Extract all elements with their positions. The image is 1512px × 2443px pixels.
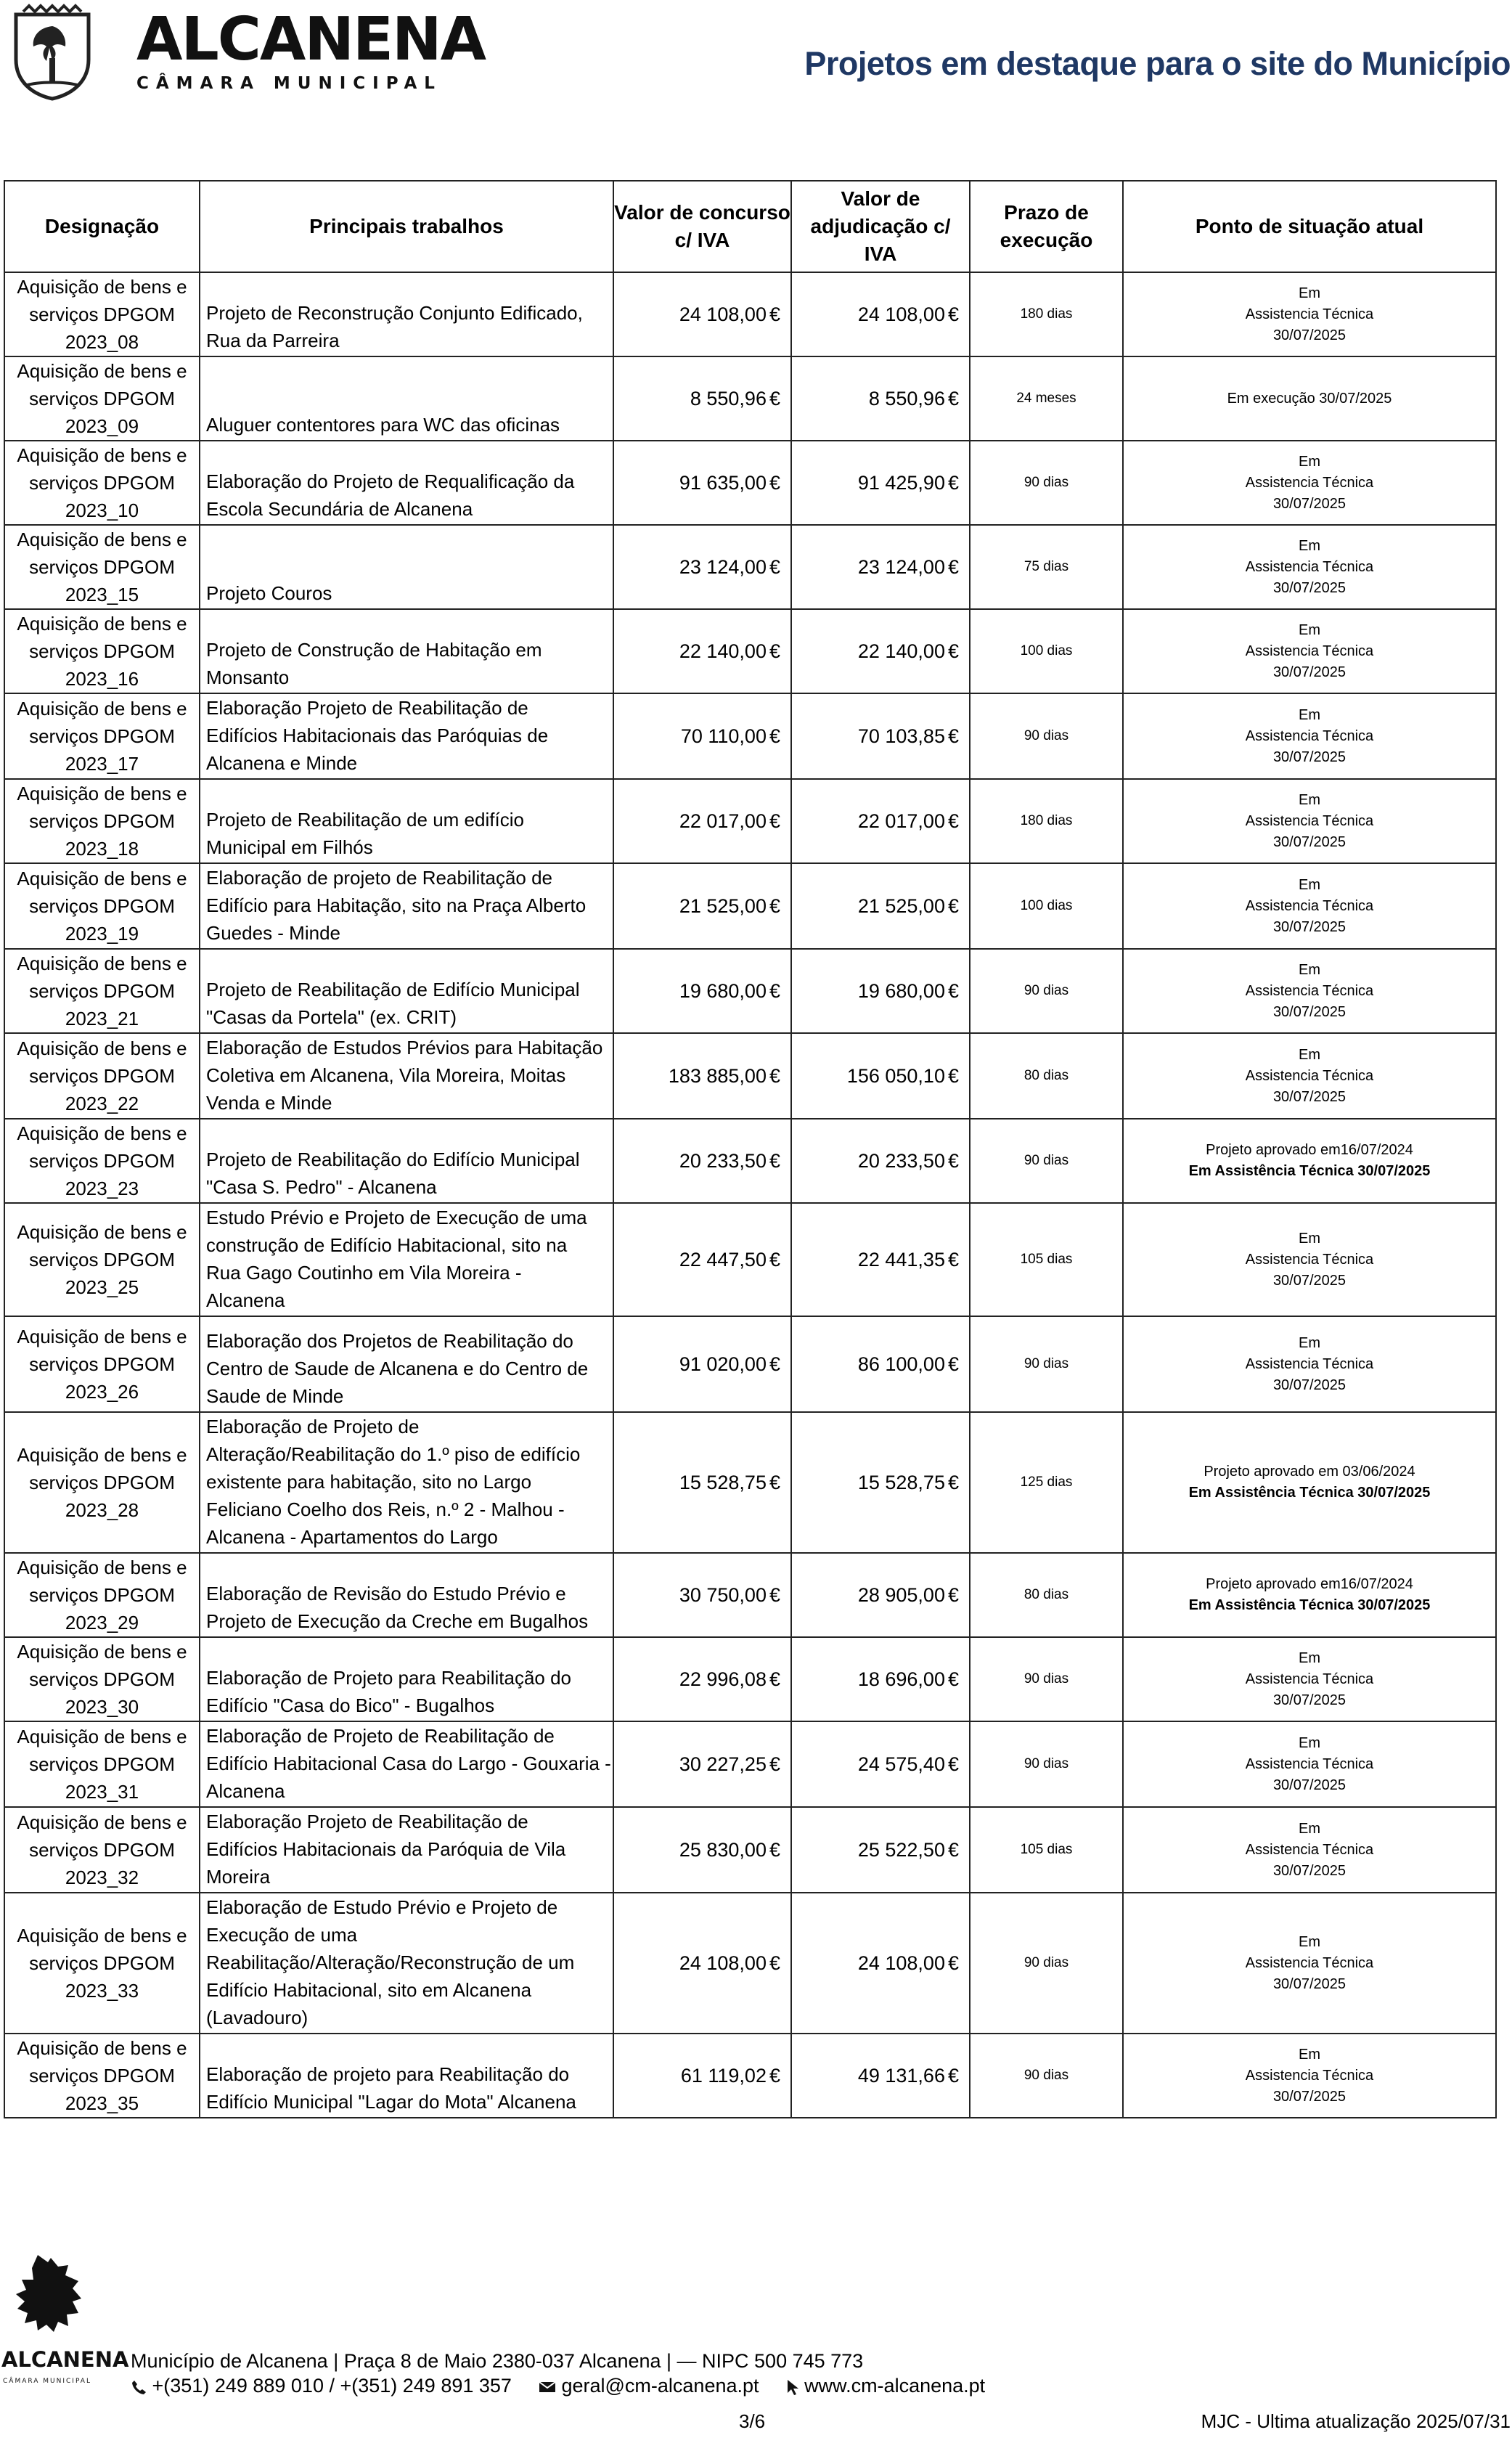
currency-symbol: € bbox=[947, 1584, 959, 1606]
cell-prazo: 75 dias bbox=[970, 525, 1123, 609]
cell-trabalhos: Estudo Prévio e Projeto de Execução de uma construção de Edifício Habitacional, sito na Rua Gago Coutinho em Vila Moreira - Alcanena bbox=[200, 1203, 613, 1316]
cell-designacao: Aquisição de bens e serviços DPGOM 2023_32 bbox=[4, 1807, 200, 1893]
brand-subtitle: CÂMARA MUNICIPAL bbox=[136, 74, 442, 93]
currency-symbol: € bbox=[947, 556, 959, 578]
table-row bbox=[4, 609, 1496, 693]
cell-valor-concurso: 70 110,00 € bbox=[613, 693, 791, 779]
cell-valor-concurso: 8 550,96 € bbox=[613, 356, 791, 441]
cell-valor-adjudicacao: 24 575,40 € bbox=[791, 1721, 970, 1807]
currency-symbol: € bbox=[947, 980, 959, 1002]
cell-valor-concurso: 22 996,08 € bbox=[613, 1637, 791, 1721]
currency-symbol: € bbox=[769, 980, 780, 1002]
cell-prazo: 125 dias bbox=[970, 1412, 1123, 1553]
cell-valor-concurso: 61 119,02 € bbox=[613, 2034, 791, 2118]
cell-valor-concurso: 19 680,00 € bbox=[613, 949, 791, 1033]
currency-symbol: € bbox=[947, 725, 959, 747]
table-row bbox=[4, 1893, 1496, 2034]
cell-trabalhos: Projeto de Construção de Habitação em Monsanto bbox=[200, 609, 613, 693]
cell-situacao: Projeto aprovado em 03/06/2024 Em Assistência Técnica 30/07/2025 bbox=[1123, 1412, 1496, 1553]
cell-trabalhos: Elaboração Projeto de Reabilitação de Edifícios Habitacionais das Paróquias de Alcanena e Minde bbox=[200, 693, 613, 779]
currency-symbol: € bbox=[769, 1668, 780, 1690]
cell-situacao: Em Assistencia Técnica 30/07/2025 bbox=[1123, 2034, 1496, 2118]
footer-email[interactable]: geral@cm-alcanena.pt bbox=[561, 2375, 759, 2397]
cell-situacao: Em Assistencia Técnica 30/07/2025 bbox=[1123, 779, 1496, 863]
cell-designacao: Aquisição de bens e serviços DPGOM 2023_33 bbox=[4, 1893, 200, 2034]
table-row bbox=[4, 1119, 1496, 1203]
cell-prazo: 90 dias bbox=[970, 1721, 1123, 1807]
cell-valor-concurso: 15 528,75 € bbox=[613, 1412, 791, 1553]
footer-logo-icon bbox=[1, 2249, 129, 2397]
cell-situacao: Em execução 30/07/2025 bbox=[1123, 356, 1496, 441]
cell-valor-adjudicacao: 156 050,10 € bbox=[791, 1033, 970, 1119]
cell-trabalhos: Aluguer contentores para WC das oficinas bbox=[200, 356, 613, 441]
currency-symbol: € bbox=[947, 388, 959, 409]
cell-trabalhos: Elaboração de Projeto para Reabilitação do Edifício "Casa do Bico" - Bugalhos bbox=[200, 1637, 613, 1721]
cell-prazo: 105 dias bbox=[970, 1807, 1123, 1893]
header-adjudicacao: Valor de adjudicação c/ IVA bbox=[791, 181, 970, 272]
cell-valor-adjudicacao: 22 441,35 € bbox=[791, 1203, 970, 1316]
cell-designacao: Aquisição de bens e serviços DPGOM 2023_31 bbox=[4, 1721, 200, 1807]
currency-symbol: € bbox=[769, 1065, 780, 1087]
currency-symbol: € bbox=[769, 1249, 780, 1271]
currency-symbol: € bbox=[947, 1839, 959, 1861]
currency-symbol: € bbox=[947, 1472, 959, 1493]
brand-logo bbox=[136, 5, 486, 93]
cell-prazo: 90 dias bbox=[970, 1637, 1123, 1721]
page-header bbox=[0, 0, 1512, 109]
currency-symbol: € bbox=[769, 1839, 780, 1861]
cell-designacao: Aquisição de bens e serviços DPGOM 2023_21 bbox=[4, 949, 200, 1033]
currency-symbol: € bbox=[769, 1753, 780, 1775]
cell-situacao: Projeto aprovado em16/07/2024 Em Assistência Técnica 30/07/2025 bbox=[1123, 1553, 1496, 1637]
cell-valor-adjudicacao: 25 522,50 € bbox=[791, 1807, 970, 1893]
cell-prazo: 90 dias bbox=[970, 693, 1123, 779]
cell-designacao: Aquisição de bens e serviços DPGOM 2023_09 bbox=[4, 356, 200, 441]
header-prazo: Prazo de execução bbox=[970, 181, 1123, 272]
table-row bbox=[4, 693, 1496, 779]
cell-situacao: Em Assistencia Técnica 30/07/2025 bbox=[1123, 525, 1496, 609]
table-row bbox=[4, 1412, 1496, 1553]
currency-symbol: € bbox=[769, 1952, 780, 1974]
table-row bbox=[4, 1203, 1496, 1316]
cell-situacao: Em Assistencia Técnica 30/07/2025 bbox=[1123, 863, 1496, 949]
footer-website[interactable]: www.cm-alcanena.pt bbox=[804, 2375, 986, 2397]
cell-valor-adjudicacao: 91 425,90 € bbox=[791, 441, 970, 525]
currency-symbol: € bbox=[947, 1668, 959, 1690]
cell-valor-adjudicacao: 24 108,00 € bbox=[791, 272, 970, 356]
cell-prazo: 24 meses bbox=[970, 356, 1123, 441]
cell-situacao: Em Assistencia Técnica 30/07/2025 bbox=[1123, 1807, 1496, 1893]
currency-symbol: € bbox=[947, 1353, 959, 1375]
cell-prazo: 90 dias bbox=[970, 1119, 1123, 1203]
cell-designacao: Aquisição de bens e serviços DPGOM 2023_29 bbox=[4, 1553, 200, 1637]
projects-table bbox=[4, 180, 1497, 2118]
currency-symbol: € bbox=[947, 303, 959, 325]
cell-prazo: 90 dias bbox=[970, 1893, 1123, 2034]
cell-trabalhos: Elaboração de Estudos Prévios para Habitação Coletiva em Alcanena, Vila Moreira, Moitas Venda e Minde bbox=[200, 1033, 613, 1119]
cell-valor-concurso: 25 830,00 € bbox=[613, 1807, 791, 1893]
header-trabalhos: Principais trabalhos bbox=[200, 181, 613, 272]
cell-situacao: Projeto aprovado em16/07/2024 Em Assistência Técnica 30/07/2025 bbox=[1123, 1119, 1496, 1203]
footer-address: Município de Alcanena | Praça 8 de Maio 2380-037 Alcanena | — NIPC 500 745 773 bbox=[131, 2350, 864, 2372]
page-number: 3/6 bbox=[739, 2410, 766, 2432]
cell-designacao: Aquisição de bens e serviços DPGOM 2023_08 bbox=[4, 272, 200, 356]
table-row bbox=[4, 779, 1496, 863]
cell-valor-concurso: 24 108,00 € bbox=[613, 272, 791, 356]
cell-valor-adjudicacao: 22 017,00 € bbox=[791, 779, 970, 863]
currency-symbol: € bbox=[769, 1150, 780, 1172]
cell-situacao: Em Assistencia Técnica 30/07/2025 bbox=[1123, 693, 1496, 779]
cell-situacao: Em Assistencia Técnica 30/07/2025 bbox=[1123, 1033, 1496, 1119]
cell-prazo: 180 dias bbox=[970, 272, 1123, 356]
cell-situacao: Em Assistencia Técnica 30/07/2025 bbox=[1123, 272, 1496, 356]
cell-valor-adjudicacao: 18 696,00 € bbox=[791, 1637, 970, 1721]
cell-trabalhos: Projeto de Reabilitação de Edifício Municipal "Casas da Portela" (ex. CRIT) bbox=[200, 949, 613, 1033]
phone-icon bbox=[131, 2379, 147, 2395]
cell-designacao: Aquisição de bens e serviços DPGOM 2023_18 bbox=[4, 779, 200, 863]
cell-valor-adjudicacao: 8 550,96 € bbox=[791, 356, 970, 441]
table-row bbox=[4, 1316, 1496, 1412]
cell-valor-adjudicacao: 24 108,00 € bbox=[791, 1893, 970, 2034]
currency-symbol: € bbox=[769, 472, 780, 494]
cell-valor-adjudicacao: 21 525,00 € bbox=[791, 863, 970, 949]
cell-prazo: 80 dias bbox=[970, 1033, 1123, 1119]
cell-trabalhos: Projeto Couros bbox=[200, 525, 613, 609]
cell-trabalhos: Projeto de Reabilitação do Edifício Municipal "Casa S. Pedro" - Alcanena bbox=[200, 1119, 613, 1203]
currency-symbol: € bbox=[947, 640, 959, 662]
cell-prazo: 100 dias bbox=[970, 863, 1123, 949]
cell-designacao: Aquisição de bens e serviços DPGOM 2023_17 bbox=[4, 693, 200, 779]
cell-valor-adjudicacao: 28 905,00 € bbox=[791, 1553, 970, 1637]
cell-prazo: 90 dias bbox=[970, 2034, 1123, 2118]
cell-trabalhos: Elaboração de projeto para Reabilitação do Edifício Municipal "Lagar do Mota" Alcanena bbox=[200, 2034, 613, 2118]
header-situacao: Ponto de situação atual bbox=[1123, 181, 1496, 272]
table-row bbox=[4, 356, 1496, 441]
cell-situacao: Em Assistencia Técnica 30/07/2025 bbox=[1123, 441, 1496, 525]
footer-logo-text: ALCANENA bbox=[1, 2347, 129, 2372]
cell-designacao: Aquisição de bens e serviços DPGOM 2023_16 bbox=[4, 609, 200, 693]
document-title: Projetos em destaque para o site do Município bbox=[804, 45, 1511, 82]
cell-valor-concurso: 30 227,25 € bbox=[613, 1721, 791, 1807]
table-row bbox=[4, 1807, 1496, 1893]
cell-designacao: Aquisição de bens e serviços DPGOM 2023_15 bbox=[4, 525, 200, 609]
cell-designacao: Aquisição de bens e serviços DPGOM 2023_28 bbox=[4, 1412, 200, 1553]
cell-valor-adjudicacao: 19 680,00 € bbox=[791, 949, 970, 1033]
cell-trabalhos: Elaboração de projeto de Reabilitação de Edifício para Habitação, sito na Praça Alberto Guedes - Minde bbox=[200, 863, 613, 949]
cell-designacao: Aquisição de bens e serviços DPGOM 2023_22 bbox=[4, 1033, 200, 1119]
municipal-crest-icon bbox=[3, 4, 102, 103]
cell-valor-concurso: 22 140,00 € bbox=[613, 609, 791, 693]
footer-contacts bbox=[131, 2349, 985, 2398]
cell-trabalhos: Elaboração do Projeto de Requalificação da Escola Secundária de Alcanena bbox=[200, 441, 613, 525]
currency-symbol: € bbox=[769, 725, 780, 747]
last-updated: MJC - Ultima atualização 2025/07/31 bbox=[1201, 2410, 1511, 2432]
currency-symbol: € bbox=[769, 810, 780, 832]
cell-trabalhos: Projeto de Reabilitação de um edifício Municipal em Filhós bbox=[200, 779, 613, 863]
cell-valor-concurso: 21 525,00 € bbox=[613, 863, 791, 949]
cell-situacao: Em Assistencia Técnica 30/07/2025 bbox=[1123, 1721, 1496, 1807]
cell-designacao: Aquisição de bens e serviços DPGOM 2023_19 bbox=[4, 863, 200, 949]
currency-symbol: € bbox=[947, 1249, 959, 1271]
currency-symbol: € bbox=[947, 1753, 959, 1775]
header-designacao: Designação bbox=[4, 181, 200, 272]
table-row bbox=[4, 949, 1496, 1033]
cell-valor-adjudicacao: 86 100,00 € bbox=[791, 1316, 970, 1412]
cell-valor-adjudicacao: 49 131,66 € bbox=[791, 2034, 970, 2118]
table-row bbox=[4, 1721, 1496, 1807]
table-row bbox=[4, 441, 1496, 525]
currency-symbol: € bbox=[769, 388, 780, 409]
cell-situacao: Em Assistencia Técnica 30/07/2025 bbox=[1123, 1893, 1496, 2034]
currency-symbol: € bbox=[769, 1472, 780, 1493]
cell-situacao: Em Assistencia Técnica 30/07/2025 bbox=[1123, 949, 1496, 1033]
cell-designacao: Aquisição de bens e serviços DPGOM 2023_25 bbox=[4, 1203, 200, 1316]
cell-trabalhos: Elaboração Projeto de Reabilitação de Edifícios Habitacionais da Paróquia de Vila Moreira bbox=[200, 1807, 613, 1893]
footer-logo-sub: CÂMARA MUNICIPAL bbox=[3, 2378, 91, 2385]
cell-prazo: 90 dias bbox=[970, 1316, 1123, 1412]
cell-prazo: 100 dias bbox=[970, 609, 1123, 693]
cell-valor-adjudicacao: 20 233,50 € bbox=[791, 1119, 970, 1203]
currency-symbol: € bbox=[769, 1584, 780, 1606]
cell-valor-adjudicacao: 15 528,75 € bbox=[791, 1412, 970, 1553]
cell-trabalhos: Elaboração de Projeto de Alteração/Reabilitação do 1.º piso de edifício existente para habitação, sito no Largo Feliciano Coelho dos Reis, n.º 2 - Malhou - Alcanena - Apartamentos do Largo bbox=[200, 1412, 613, 1553]
cell-trabalhos: Elaboração de Revisão do Estudo Prévio e Projeto de Execução da Creche em Bugalhos bbox=[200, 1553, 613, 1637]
cell-prazo: 180 dias bbox=[970, 779, 1123, 863]
cell-valor-concurso: 30 750,00 € bbox=[613, 1553, 791, 1637]
currency-symbol: € bbox=[769, 895, 780, 917]
table-row bbox=[4, 1033, 1496, 1119]
cell-trabalhos: Elaboração de Projeto de Reabilitação de Edifício Habitacional Casa do Largo - Gouxaria - Alcanena bbox=[200, 1721, 613, 1807]
projects-table-container bbox=[4, 180, 1495, 2118]
cell-valor-concurso: 183 885,00 € bbox=[613, 1033, 791, 1119]
table-row bbox=[4, 1553, 1496, 1637]
currency-symbol: € bbox=[769, 1353, 780, 1375]
currency-symbol: € bbox=[947, 472, 959, 494]
cell-valor-concurso: 22 447,50 € bbox=[613, 1203, 791, 1316]
email-icon bbox=[539, 2381, 556, 2394]
cell-situacao: Em Assistencia Técnica 30/07/2025 bbox=[1123, 609, 1496, 693]
cell-situacao: Em Assistencia Técnica 30/07/2025 bbox=[1123, 1316, 1496, 1412]
brand-name: ALCANENA bbox=[136, 5, 486, 74]
currency-symbol: € bbox=[769, 2065, 780, 2087]
cell-valor-concurso: 91 635,00 € bbox=[613, 441, 791, 525]
cell-designacao: Aquisição de bens e serviços DPGOM 2023_26 bbox=[4, 1316, 200, 1412]
cell-valor-adjudicacao: 22 140,00 € bbox=[791, 609, 970, 693]
cell-prazo: 105 dias bbox=[970, 1203, 1123, 1316]
table-row bbox=[4, 863, 1496, 949]
cell-trabalhos: Elaboração de Estudo Prévio e Projeto de Execução de uma Reabilitação/Alteração/Reconstrução de um Edifício Habitacional, sito em Alcanena (Lavadouro) bbox=[200, 1893, 613, 2034]
cell-situacao: Em Assistencia Técnica 30/07/2025 bbox=[1123, 1203, 1496, 1316]
table-body bbox=[4, 272, 1496, 2118]
cell-valor-concurso: 24 108,00 € bbox=[613, 1893, 791, 2034]
currency-symbol: € bbox=[947, 895, 959, 917]
currency-symbol: € bbox=[947, 1952, 959, 1974]
cell-prazo: 80 dias bbox=[970, 1553, 1123, 1637]
footer-phone: +(351) 249 889 010 / +(351) 249 891 357 bbox=[152, 2375, 512, 2397]
table-row bbox=[4, 1637, 1496, 1721]
cell-valor-concurso: 20 233,50 € bbox=[613, 1119, 791, 1203]
cell-prazo: 90 dias bbox=[970, 441, 1123, 525]
currency-symbol: € bbox=[947, 1065, 959, 1087]
currency-symbol: € bbox=[769, 303, 780, 325]
table-row bbox=[4, 2034, 1496, 2118]
cell-valor-concurso: 23 124,00 € bbox=[613, 525, 791, 609]
cell-designacao: Aquisição de bens e serviços DPGOM 2023_30 bbox=[4, 1637, 200, 1721]
table-row bbox=[4, 272, 1496, 356]
cell-valor-adjudicacao: 23 124,00 € bbox=[791, 525, 970, 609]
cell-valor-adjudicacao: 70 103,85 € bbox=[791, 693, 970, 779]
cursor-icon bbox=[786, 2379, 799, 2395]
cell-designacao: Aquisição de bens e serviços DPGOM 2023_10 bbox=[4, 441, 200, 525]
currency-symbol: € bbox=[947, 810, 959, 832]
cell-prazo: 90 dias bbox=[970, 949, 1123, 1033]
cell-designacao: Aquisição de bens e serviços DPGOM 2023_23 bbox=[4, 1119, 200, 1203]
currency-symbol: € bbox=[769, 556, 780, 578]
table-header-row bbox=[4, 181, 1496, 272]
cell-designacao: Aquisição de bens e serviços DPGOM 2023_35 bbox=[4, 2034, 200, 2118]
cell-valor-concurso: 22 017,00 € bbox=[613, 779, 791, 863]
cell-situacao: Em Assistencia Técnica 30/07/2025 bbox=[1123, 1637, 1496, 1721]
table-row bbox=[4, 525, 1496, 609]
currency-symbol: € bbox=[947, 1150, 959, 1172]
cell-trabalhos: Elaboração dos Projetos de Reabilitação do Centro de Saude de Alcanena e do Centro de Saude de Minde bbox=[200, 1316, 613, 1412]
cell-trabalhos: Projeto de Reconstrução Conjunto Edificado, Rua da Parreira bbox=[200, 272, 613, 356]
cell-valor-concurso: 91 020,00 € bbox=[613, 1316, 791, 1412]
header-concurso: Valor de concurso c/ IVA bbox=[613, 181, 791, 272]
currency-symbol: € bbox=[947, 2065, 959, 2087]
currency-symbol: € bbox=[769, 640, 780, 662]
